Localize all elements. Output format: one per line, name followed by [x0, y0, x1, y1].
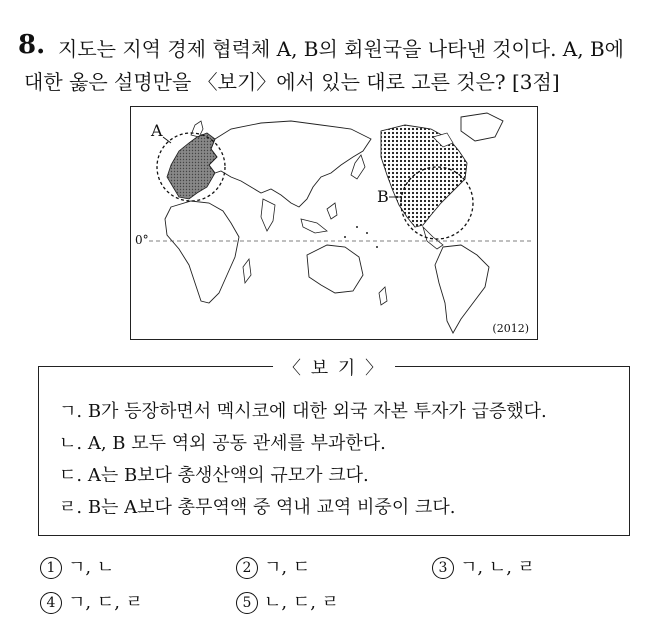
choice-number: 3	[432, 557, 454, 579]
south-america-shape	[435, 245, 489, 333]
africa-shape	[165, 201, 239, 303]
region-a-label: A	[151, 121, 163, 140]
world-map-drawing	[131, 107, 537, 339]
choice-text: ㄴ, ㄷ, ㄹ	[264, 592, 340, 613]
choice-5[interactable]	[236, 588, 339, 614]
region-b-label: B	[377, 187, 389, 206]
choice-1[interactable]	[40, 553, 114, 579]
choice-text: ㄱ, ㄴ	[68, 557, 115, 578]
australia-shape	[307, 245, 363, 293]
question-text-line1: 지도는 지역 경제 협력체 A, B의 회원국을 나타낸 것이다. A, B에	[58, 37, 624, 61]
choice-4[interactable]	[40, 588, 143, 614]
choice-text: ㄱ, ㄷ, ㄹ	[68, 592, 144, 613]
bogi-box	[38, 358, 630, 536]
asia-shape	[209, 121, 371, 207]
choice-number: 1	[40, 557, 62, 579]
bogi-item-1: ㄱ. B가 등장하면서 멕시코에 대한 외국 자본 투자가 급증했다.	[59, 401, 547, 422]
choice-number: 2	[236, 557, 258, 579]
choice-number: 5	[236, 592, 258, 614]
choice-2[interactable]	[236, 553, 310, 579]
bogi-item-4: ㄹ. B는 A보다 총무역액 중 역내 교역 비중이 크다.	[59, 497, 456, 518]
bogi-item-2: ㄴ. A, B 모두 역외 공동 관세를 부과한다.	[59, 433, 386, 454]
choice-number: 4	[40, 592, 62, 614]
map-year: (2012)	[492, 322, 529, 335]
choice-text: ㄱ, ㄴ, ㄹ	[460, 557, 536, 578]
world-map	[130, 106, 538, 340]
question-number: 8.	[18, 30, 46, 60]
equator-label: 0°	[135, 233, 149, 247]
choice-3[interactable]	[432, 553, 535, 579]
bogi-title: 〈 보 기 〉	[273, 354, 395, 380]
question-text-line2: 대한 옳은 설명만을 〈보기〉에서 있는 대로 고른 것은? [3점]	[24, 70, 560, 94]
north-america-shape	[381, 125, 467, 227]
choice-text: ㄱ, ㄷ	[264, 557, 311, 578]
bogi-item-3: ㄷ. A는 B보다 총생산액의 규모가 크다.	[59, 465, 369, 486]
